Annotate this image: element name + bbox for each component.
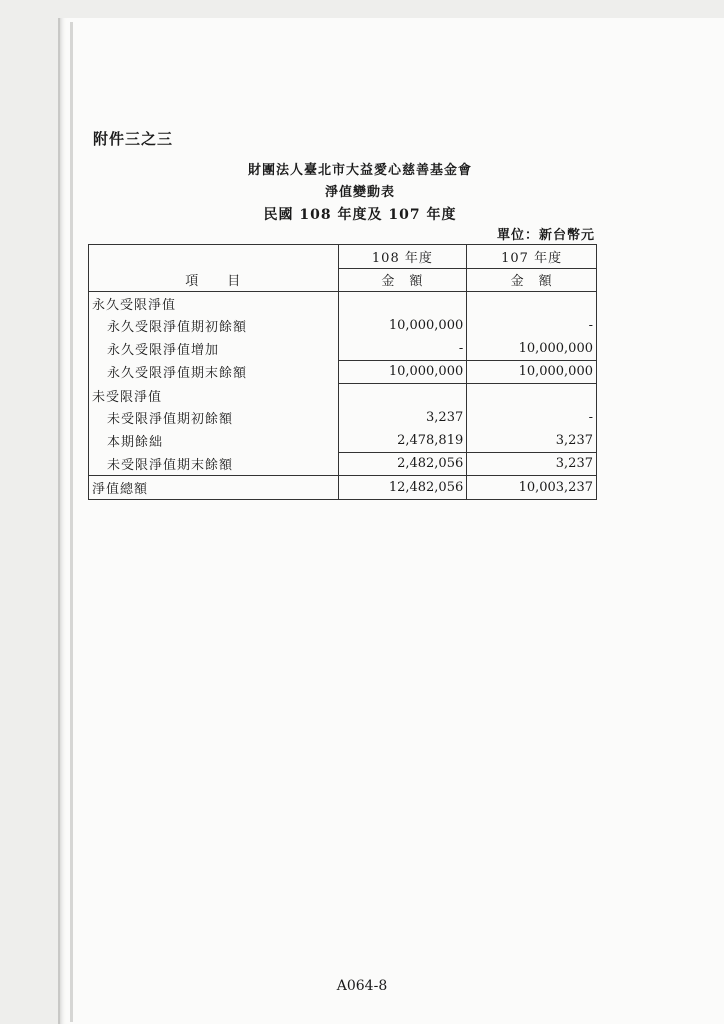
unit-label: 單位：新台幣元 <box>496 228 595 243</box>
table-row <box>89 476 597 500</box>
table-row <box>89 337 597 360</box>
page-number: A064-8 <box>336 978 388 994</box>
attachment-label: 附件三之三 <box>93 130 174 148</box>
row-value-108: 3,237 <box>338 407 467 430</box>
page-edge <box>70 22 73 1022</box>
row-value-107: 3,237 <box>467 429 597 452</box>
row-value-108 <box>338 384 467 407</box>
row-value-107 <box>467 292 597 315</box>
table-row <box>89 429 597 452</box>
row-value-108: 10,000,000 <box>338 315 467 338</box>
row-value-107: - <box>467 315 597 338</box>
row-label: 永久受限淨值增加 <box>89 337 339 360</box>
row-value-107: 10,000,000 <box>467 360 597 384</box>
row-label: 未受限淨值期末餘額 <box>89 452 339 476</box>
row-label: 淨值總額 <box>89 476 339 500</box>
row-value-107: - <box>467 407 597 430</box>
header-item-blank <box>89 245 339 269</box>
row-value-108: 10,000,000 <box>338 360 467 384</box>
table-row <box>89 384 597 407</box>
row-value-108: 2,478,819 <box>338 429 467 452</box>
net-asset-change-table <box>88 244 597 500</box>
row-value-108: - <box>338 337 467 360</box>
organization-name: 財團法人臺北市大益愛心慈善基金會 <box>247 163 472 178</box>
row-label: 永久受限淨值期末餘額 <box>89 360 339 384</box>
title-block <box>200 160 520 226</box>
header-amount-108: 金 額 <box>338 268 467 292</box>
table-row <box>89 407 597 430</box>
header-amount-107: 金 額 <box>467 268 597 292</box>
row-value-108: 12,482,056 <box>338 476 467 500</box>
table-row <box>89 360 597 384</box>
row-value-108: 2,482,056 <box>338 452 467 476</box>
table-row <box>89 292 597 315</box>
header-year-108: 108 年度 <box>338 245 467 269</box>
row-value-108 <box>338 292 467 315</box>
row-label: 未受限淨值 <box>89 384 339 407</box>
header-item: 項 目 <box>89 268 339 292</box>
table-row <box>89 315 597 338</box>
period-title: 民國 108 年度及 107 年度 <box>263 207 457 223</box>
row-label: 未受限淨值期初餘額 <box>89 407 339 430</box>
row-value-107: 10,000,000 <box>467 337 597 360</box>
table-header-row <box>89 268 597 292</box>
row-value-107: 3,237 <box>467 452 597 476</box>
statement-title: 淨值變動表 <box>324 185 395 200</box>
table-row <box>89 452 597 476</box>
table-header-row <box>89 245 597 269</box>
row-label: 永久受限淨值 <box>89 292 339 315</box>
row-value-107 <box>467 384 597 407</box>
row-label: 本期餘絀 <box>89 429 339 452</box>
row-label: 永久受限淨值期初餘額 <box>89 315 339 338</box>
header-year-107: 107 年度 <box>467 245 597 269</box>
row-value-107: 10,003,237 <box>467 476 597 500</box>
